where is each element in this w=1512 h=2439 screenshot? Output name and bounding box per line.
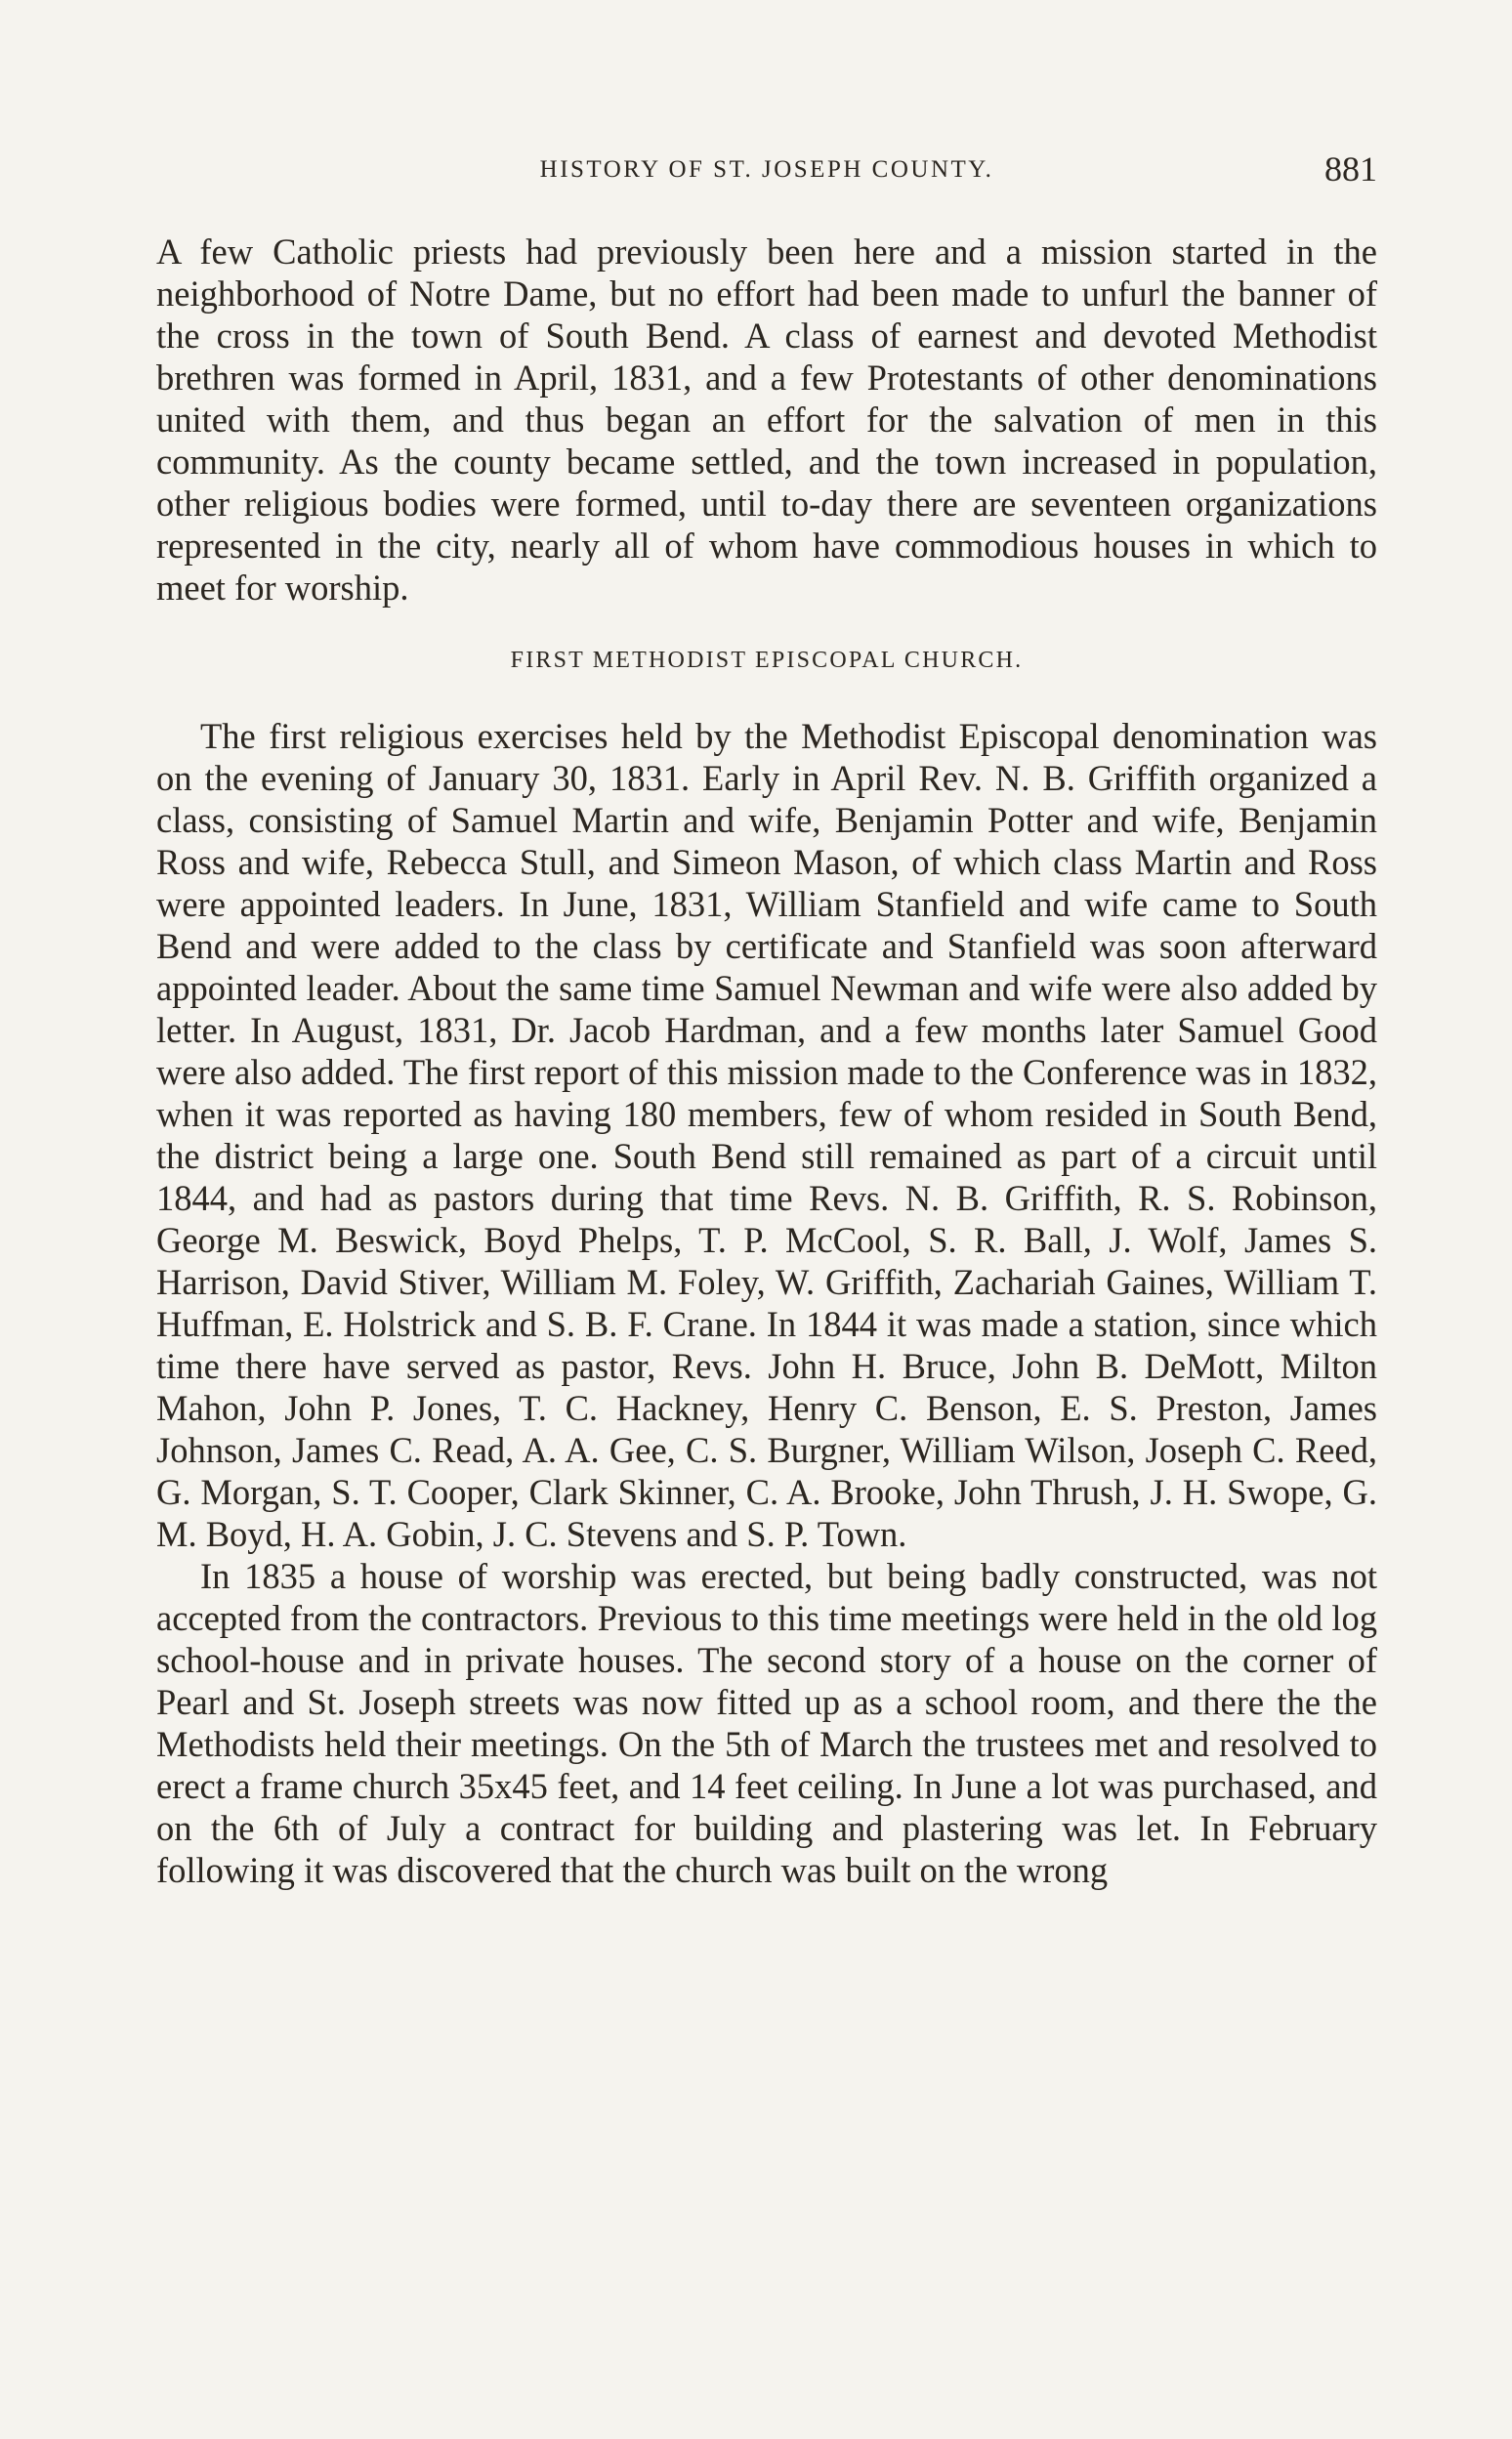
running-title: HISTORY OF ST. JOSEPH COUNTY. bbox=[539, 156, 994, 183]
body-paragraph: The first religious exercises held by the Methodist Episcopal denomination was on the evening of January 30, 1831. Early in April Rev. N. B. Griffith organized a class, consisting of Samuel Martin and wife, Benjamin Potter and wife, Benjamin Ross and wife, Rebecca Stull, and Simeon Mason, of which class Martin and Ross were appointed leaders. In June, 1831, William Stanfield and wife came to South Bend and were added to the class by certificate and Stanfield was soon afterward appointed leader. About the same time Samuel Newman and wife were also added by letter. In August, 1831, Dr. Jacob Hardman, and a few months later Samuel Good were also added. The first report of this mission made to the Conference was in 1832, when it was reported as having 180 members, few of whom resided in South Bend, the district being a large one. South Bend still remained as part of a circuit until 1844, and had as pastors during that time Revs. N. B. Griffith, R. S. Robinson, George M. Beswick, Boyd Phelps, T. P. McCool, S. R. Ball, J. Wolf, James S. Harrison, David Stiver, William M. Foley, W. Griffith, Zachariah Gaines, William T. Huffman, E. Holstrick and S. B. F. Crane. In 1844 it was made a station, since which time there have served as pastor, Revs. John H. Bruce, John B. DeMott, Milton Mahon, John P. Jones, T. C. Hackney, Henry C. Benson, E. S. Preston, James Johnson, James C. Read, A. A. Gee, C. S. Burgner, William Wilson, Joseph C. Reed, G. Morgan, S. T. Cooper, Clark Skinner, C. A. Brooke, John Thrush, J. H. Swope, G. M. Boyd, H. A. Gobin, J. C. Stevens and S. P. Town. bbox=[156, 716, 1377, 1554]
section-heading: FIRST METHODIST EPISCOPAL CHURCH. bbox=[510, 648, 1024, 673]
page-number: 881 bbox=[1324, 149, 1377, 189]
page-body bbox=[156, 231, 1377, 1891]
body-paragraph: In 1835 a house of worship was erected, but being badly constructed, was not accepted from the contractors. Previous to this time meetings were held in the old log school-house and in private houses. The second story of a house on the corner of Pearl and St. Joseph streets was now fitted up as a school room, and there the the Methodists held their meetings. On the 5th of March the trustees met and resolved to erect a frame church 35x45 feet, and 14 feet ceiling. In June a lot was purchased, and on the 6th of July a contract for building and plastering was let. In February following it was discovered that the church was built on the wrong bbox=[156, 1556, 1377, 1890]
page-header bbox=[156, 148, 1377, 197]
intro-paragraph: A few Catholic priests had previously been here and a mission started in the neighborhood of Notre Dame, but no effort had been made to unfurl the banner of the cross in the town of South Bend. A class of earnest and devoted Methodist brethren was formed in April, 1831, and a few Protestants of other denominations united with them, and thus began an effort for the salvation of men in this community. As the county became settled, and the town increased in population, other religious bodies were formed, until to-day there are seventeen organizations represented in the city, nearly all of whom have commodious houses in which to meet for worship. bbox=[156, 231, 1377, 608]
